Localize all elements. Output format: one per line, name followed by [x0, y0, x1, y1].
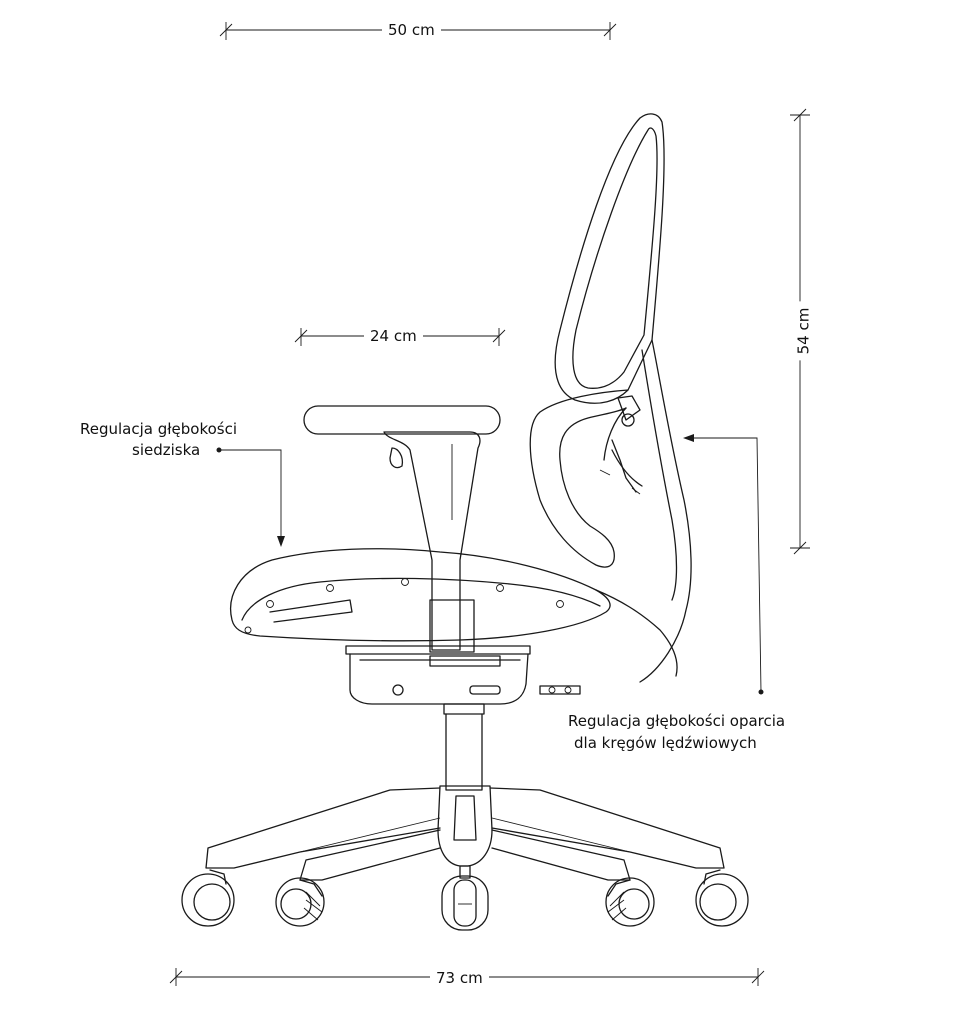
lumbar-callout — [683, 434, 764, 695]
dimension-armrest-label: 24 cm — [364, 327, 423, 345]
dimension-width-label: 50 cm — [382, 21, 441, 39]
dimension-backrest-label: 54 cm — [794, 302, 812, 361]
seat-depth-label-line1: Regulacja głębokości — [80, 420, 238, 438]
armrest — [304, 406, 500, 652]
seat-depth-label-line2: siedziska — [132, 441, 201, 459]
seat-depth-callout — [217, 448, 286, 548]
dimension-base-label: 73 cm — [430, 969, 489, 987]
lumbar-label-line1: Regulacja głębokości oparcia — [568, 712, 786, 730]
caster-far-right — [696, 870, 748, 926]
lumbar-label-line2: dla kręgów lędźwiowych — [574, 734, 757, 752]
caster-left — [276, 878, 324, 926]
caster-right — [606, 878, 654, 926]
caster-far-left — [182, 870, 234, 926]
gas-lift — [444, 704, 484, 790]
mechanism — [346, 646, 580, 704]
caster-center — [442, 866, 488, 930]
seat — [231, 549, 677, 676]
